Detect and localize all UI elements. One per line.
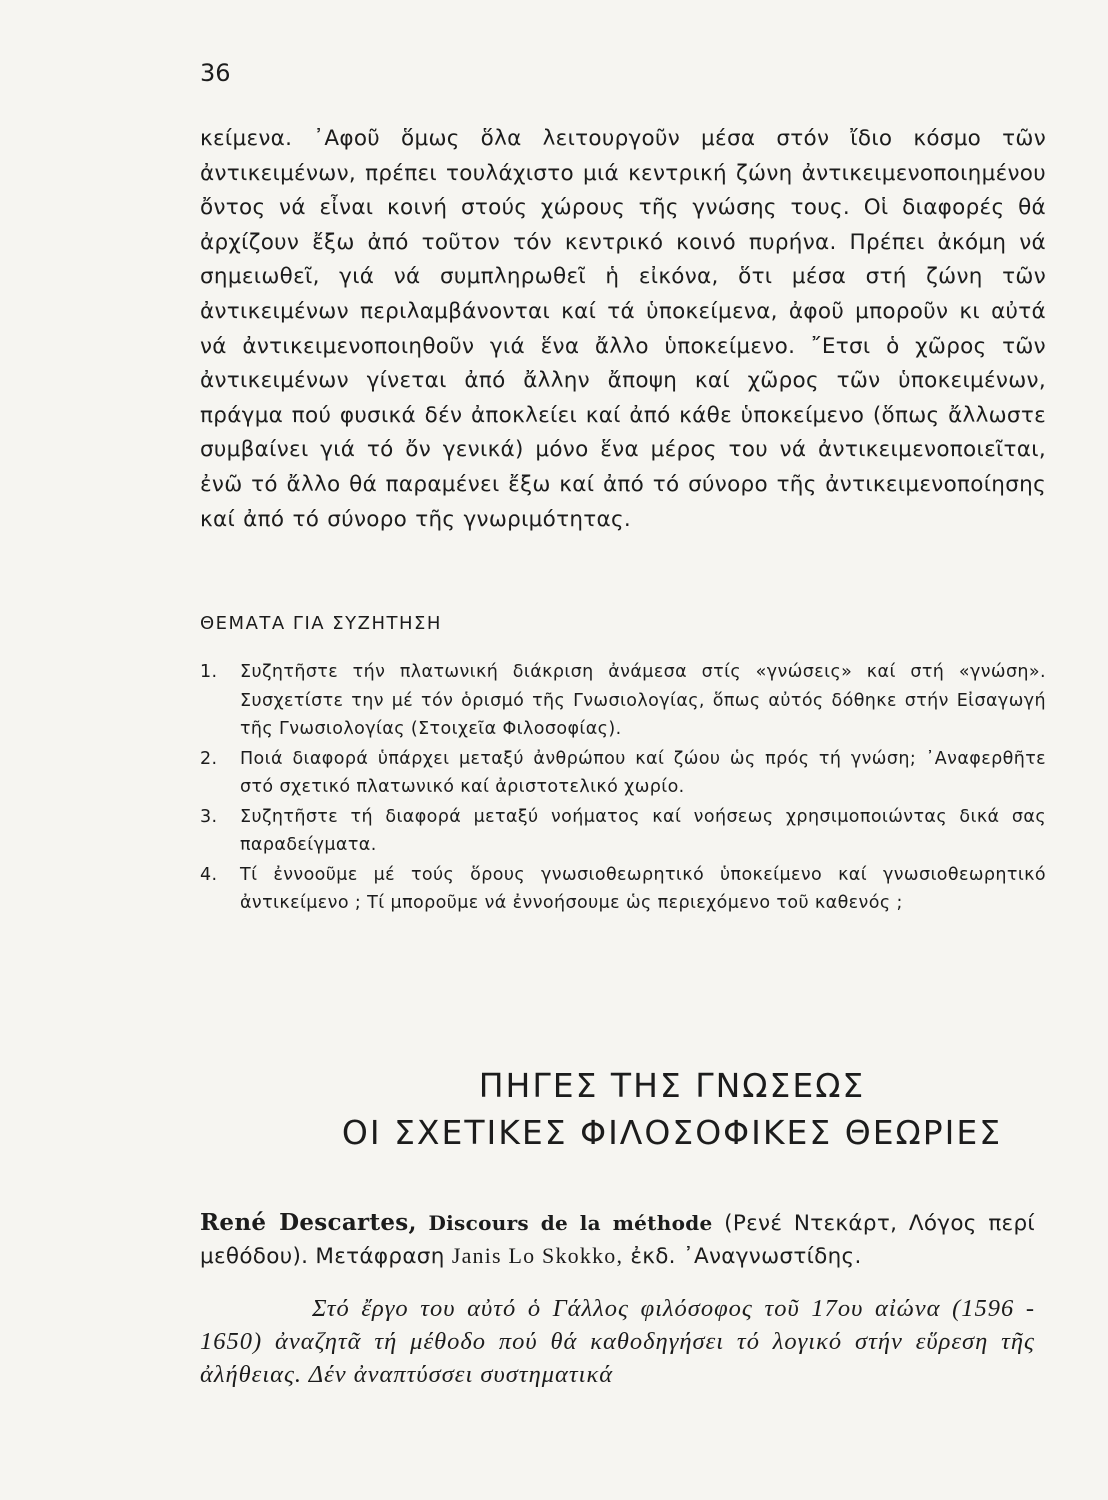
reference-greek-title: (Ρενέ Ντεκάρτ, Λόγος περί μεθόδου). Μετάφραση [200, 1211, 1036, 1269]
question-text: Συζητῆστε τή διαφορά μεταξύ νοήματος καί νοήσεως χρησιμοποιώντας δικά σας παραδείγματα. [240, 806, 1046, 855]
question-text: Συζητῆστε τήν πλατωνική διάκριση ἀνάμεσα στίς «γνώσεις» καί στή «γνώση». Συσχετίστε την μέ τόν ὁρισμό τῆς Γνωσιολογίας, ὅπως αὐτός δόθηκε στήν Εἰσαγωγή τῆς Γνωσιολογίας (Στοιχεῖα Φιλοσοφίας). [240, 662, 1046, 739]
discussion-heading: ΘΕΜΑΤΑ ΓΙΑ ΣΥΖΗΤΗΣΗ [200, 613, 442, 634]
source-reference [200, 1207, 1035, 1273]
page-number: 36 [200, 59, 231, 87]
reference-work-title: Discours de la méthode [428, 1211, 713, 1235]
chapter-title [200, 1062, 1108, 1156]
reference-translator: Janis Lo Skokko, [451, 1243, 624, 1268]
question-number: 4. [200, 864, 218, 885]
discussion-question-3 [200, 803, 1046, 860]
question-number: 2. [200, 748, 218, 769]
question-number: 3. [200, 806, 218, 827]
chapter-title-line-2: ΟΙ ΣΧΕΤΙΚΕΣ ΦΙΛΟΣΟΦΙΚΕΣ ΘΕΩΡΙΕΣ [341, 1113, 1003, 1152]
reference-author: René Descartes, [200, 1209, 417, 1236]
question-text: Τί ἐννοοῦμε μέ τούς ὅρους γνωσιοθεωρητικό ὑποκείμενο καί γνωσιοθεωρητικό ἀντικείμενο ; Τί μποροῦμε νά ἐννοήσουμε ὡς περιεχόμενο τοῦ καθενός ; [240, 864, 1046, 913]
introduction-paragraph: Στό ἔργο του αὐτό ὁ Γάλλος φιλόσοφος τοῦ 17ου αἰώνα (1596 - 1650) ἀναζητᾶ τή μέθοδο πού θά καθοδηγήσει τό λογικό στήν εὕρεση τῆς ἀλήθειας. Δέν ἀναπτύσσει συστηματικά [200, 1295, 1035, 1388]
question-text: Ποιά διαφορά ὑπάρχει μεταξύ ἀνθρώπου καί ζώου ὡς πρός τή γνώση; ᾿Αναφερθῆτε στό σχετικό πλατωνικό καί ἀριστοτελικό χωρίο. [240, 748, 1046, 797]
question-number: 1. [200, 662, 218, 682]
reference-publisher: ἐκδ. ᾿Αναγνωστίδης. [630, 1244, 862, 1269]
discussion-question-4 [200, 861, 1046, 918]
chapter-title-line-1: ΠΗΓΕΣ ΤΗΣ ΓΝΩΣΕΩΣ [478, 1066, 866, 1105]
discussion-question-1 [200, 658, 1046, 744]
main-paragraph: κείμενα. ᾿Αφοῦ ὅμως ὅλα λειτουργοῦν μέσα στόν ἴδιο κόσμο τῶν ἀντικειμένων, πρέπει τουλάχιστο μιά κεντρική ζώνη ἀντικειμενοποιημένου ὄντος νά εἶναι κοινή στούς χώρους τῆς γνώσης τους. Οἱ διαφορές θά ἀρχίζουν ἔξω ἀπό τοῦτον τόν κεντρικό κοινό πυρήνα. Πρέπει ἀκόμη νά σημειωθεῖ, γιά νά συμπληρωθεῖ ἡ εἰκόνα, ὅτι μέσα στή ζώνη τῶν ἀντικειμένων περιλαμβάνονται καί τά ὑποκείμενα, ἀφοῦ μποροῦν κι αὐτά νά ἀντικειμενοποιηθοῦν γιά ἕνα ἄλλο ὑποκείμενο. ῎Ετσι ὁ χῶρος τῶν ἀντικειμένων γίνεται ἀπό ἄλλην ἄποψη καί χῶρος τῶν ὑποκειμένων, πράγμα πού φυσικά δέν ἀποκλείει καί ἀπό κάθε ὑποκείμενο (ὅπως ἄλλωστε συμβαίνει γιά τό ὄν γενικά) μόνο ἕνα μέρος του νά ἀντικειμενοποιεῖται, ἐνῶ τό ἄλλο θά παραμένει ἔξω καί ἀπό τό σύνορο τῆς ἀντικειμενοποίησης καί ἀπό τό σύνορο τῆς γνωριμότητας. [200, 126, 1046, 532]
discussion-question-2 [200, 745, 1046, 802]
discussion-questions [200, 658, 1046, 919]
